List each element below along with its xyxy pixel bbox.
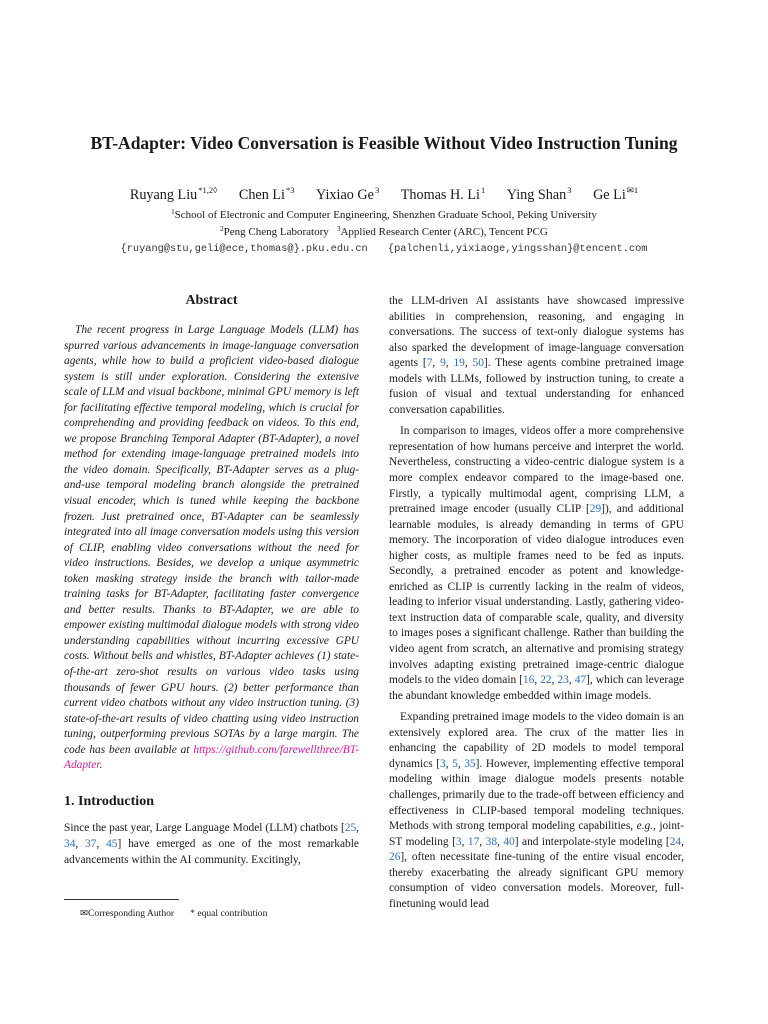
citation-link[interactable]: 25 — [344, 822, 357, 835]
citation-link[interactable]: 37 — [85, 837, 97, 850]
citation-link[interactable]: 26 — [389, 851, 401, 864]
author: Ge $Li^{✉1}$ — [593, 185, 639, 203]
author-list — [0, 185, 768, 204]
citation-link[interactable]: 50 — [472, 357, 484, 370]
citation-link[interactable]: 40 — [503, 835, 515, 848]
author: Yixiao Ge$^3$ — [316, 185, 380, 203]
citation-link[interactable]: 9 — [440, 357, 446, 370]
citation-link[interactable]: 47 — [574, 674, 587, 687]
citation-link[interactable]: 17 — [467, 835, 480, 848]
intro-paragraph: Since the past year, Large Language Model (LLM) chatbots [25, 34, 37, 45] have emerged as one of the most remarkable advancements within the AI community. Excitingly, — [64, 822, 359, 866]
affiliation-line-1: $^1$School of Electronic and Computer Engineering, Shenzhen Graduate School, Peking University — [171, 208, 597, 221]
author: Ruyang Liu$^{*1,2◊}$ — [129, 185, 218, 203]
citation-link[interactable]: 16 — [522, 674, 535, 687]
author: Ying Shan$^3$ — [506, 185, 572, 203]
footnote: ✉Corresponding Author * equal contribution — [80, 908, 268, 919]
citation-link[interactable]: 19 — [453, 357, 465, 370]
citation-link[interactable]: 7 — [426, 357, 433, 370]
abstract-body: The recent progress in Large Language Models (LLM) has spurred various advancements in image-language conversation agents, while how to build a proficient video-based dialogue system is still under exploration. Considering the extensive scale of LLM and visual backbone, minimal GPU memory is left for facilitating effective temporal modeling, which is crucial for comprehending and providing feedback on videos. To this end, we propose Branching Temporal Adapter (BT-Adapter), a novel method for extending image-language pretrained models into the video domain. Specifically, BT-Adapter serves as a plug-and-use temporal modeling branch alongside the pretrained visual encoder, which is tuned while keeping the backbone frozen. Just pretrained once, BT-Adapter can be seamlessly integrated into all image conversation models using this version of CLIP, enabling video conversations without the need for video instructions. Besides, we develop a unique asymmetric token masking strategy inside the branch with tailor-made training tasks for BT-Adapter, facilitating faster convergence and better results. Thanks to BT-Adapter, we are able to empower existing multimodal dialogue models with strong video understanding capabilities without incurring excessive GPU costs. Without bells and whistles, BT-Adapter achieves (1) state-of-the-art zero-shot results on various video tasks using thousands of fewer GPU hours. (2) better performance than current video chatbots without any video instruction tuning. (3) state-of-the-art results of video chatting using video instruction tuning, outperforming previous SOTAs by a large margin. The code has been available at https://github.com/farewellthree/BT-Adapter. — [64, 324, 359, 772]
citation-link[interactable]: 29 — [589, 503, 602, 516]
email-pku: {ruyang@stu,geli@ece,thomas@}.pku.edu.cn — [120, 243, 368, 255]
paper-title: BT-Adapter: Video Conversation is Feasible Without Video Instruction Tuning — [90, 133, 678, 153]
left-column — [64, 293, 359, 868]
author: Chen Li$^{*3}$ — [238, 185, 295, 203]
citation-link[interactable]: 45 — [106, 837, 118, 850]
citation-link[interactable]: 38 — [485, 835, 498, 848]
citation-link[interactable]: 3 — [440, 757, 446, 770]
affiliation-line-2: $^2$Peng Cheng Laboratory $^3$Applied Research Center (ARC), Tencent PCG — [220, 225, 548, 238]
code-link[interactable]: https://github.com/farewellthree/BT-Adapter — [64, 743, 359, 772]
citation-link[interactable]: 23 — [557, 674, 569, 687]
abstract-heading: Abstract — [185, 293, 238, 308]
citation-link[interactable]: 24 — [669, 835, 682, 848]
citation-link[interactable]: 34 — [64, 837, 76, 850]
citation-link[interactable]: 22 — [540, 674, 552, 687]
section-heading-introduction: 1. Introduction — [64, 793, 154, 809]
author: Thomas H. Li$^1$ — [400, 185, 486, 203]
right-column — [389, 294, 684, 912]
body-paragraph: Expanding pretrained image models to the video domain is an extensively explored area. The crux of the matter lies in enhancing the capability of 2D models to model temporal dynamics [3, 5, 35]. However, implementing effective temporal modeling within image dialogue models presents notable challenges, primarily due to the trade-off between efficiency and effectiveness in CLIP-based temporal modeling techniques. Methods with strong temporal modeling capabilities, e.g., joint-ST modeling [3, 17, 38, 40] and interpolate-style modeling [24, 26], often necessitate fine-tuning of the entire visual encoder, thereby exacerbating the already significant GPU memory consumption of video conversation models. Moreover, full-finetuning would lead — [389, 711, 685, 910]
body-paragraph: the LLM-driven AI assistants have showcased impressive abilities in comprehension, reasoning, and engaging in conversations. The success of text-only dialogue systems has also sparked the development of image-language conversation agents [7, 9, 19, 50]. These agents combine pretrained image models with LLMs, followed by instruction tuning, to create a fusion of visual and textual understanding for enhanced conversation capabilities. — [389, 295, 684, 416]
citation-link[interactable]: 35 — [464, 757, 476, 770]
author-emails — [0, 243, 768, 255]
body-paragraph: In comparison to images, videos offer a more comprehensive representation of how humans perceive and interpret the world. Nevertheless, constructing a video-centric dialogue system is a more complex endeavor compared to the image-based one. Firstly, a typically multimodal agent, comprising LLM, a pretrained image encoder (usually CLIP [29]), and additional learnable modules, is already demanding in terms of GPU memory. The incorporation of video dialogue introduces even higher costs, as multiple frames need to be fed as inputs. Secondly, a pretrained encoder as potent and knowledge-enriched as CLIP is currently lacking in the realm of videos, leading to inferior visual understanding. Lastly, gathering video-text instruction data of comparable scale, quality, and diversity to images poses a significant challenge. Rather than building the video agent from scratch, an alternative and promising strategy involves adapting existing pretrained image-centric dialogue models to the video domain [16, 22, 23, 47], which can leverage the abundant knowledge embedded within image models. — [389, 425, 684, 702]
email-tencent: {palchenli,yixiaoge,yingsshan}@tencent.com — [387, 243, 648, 255]
citation-link[interactable]: 5 — [452, 757, 458, 770]
footnote-rule — [64, 899, 179, 900]
citation-link[interactable]: 3 — [455, 835, 462, 848]
